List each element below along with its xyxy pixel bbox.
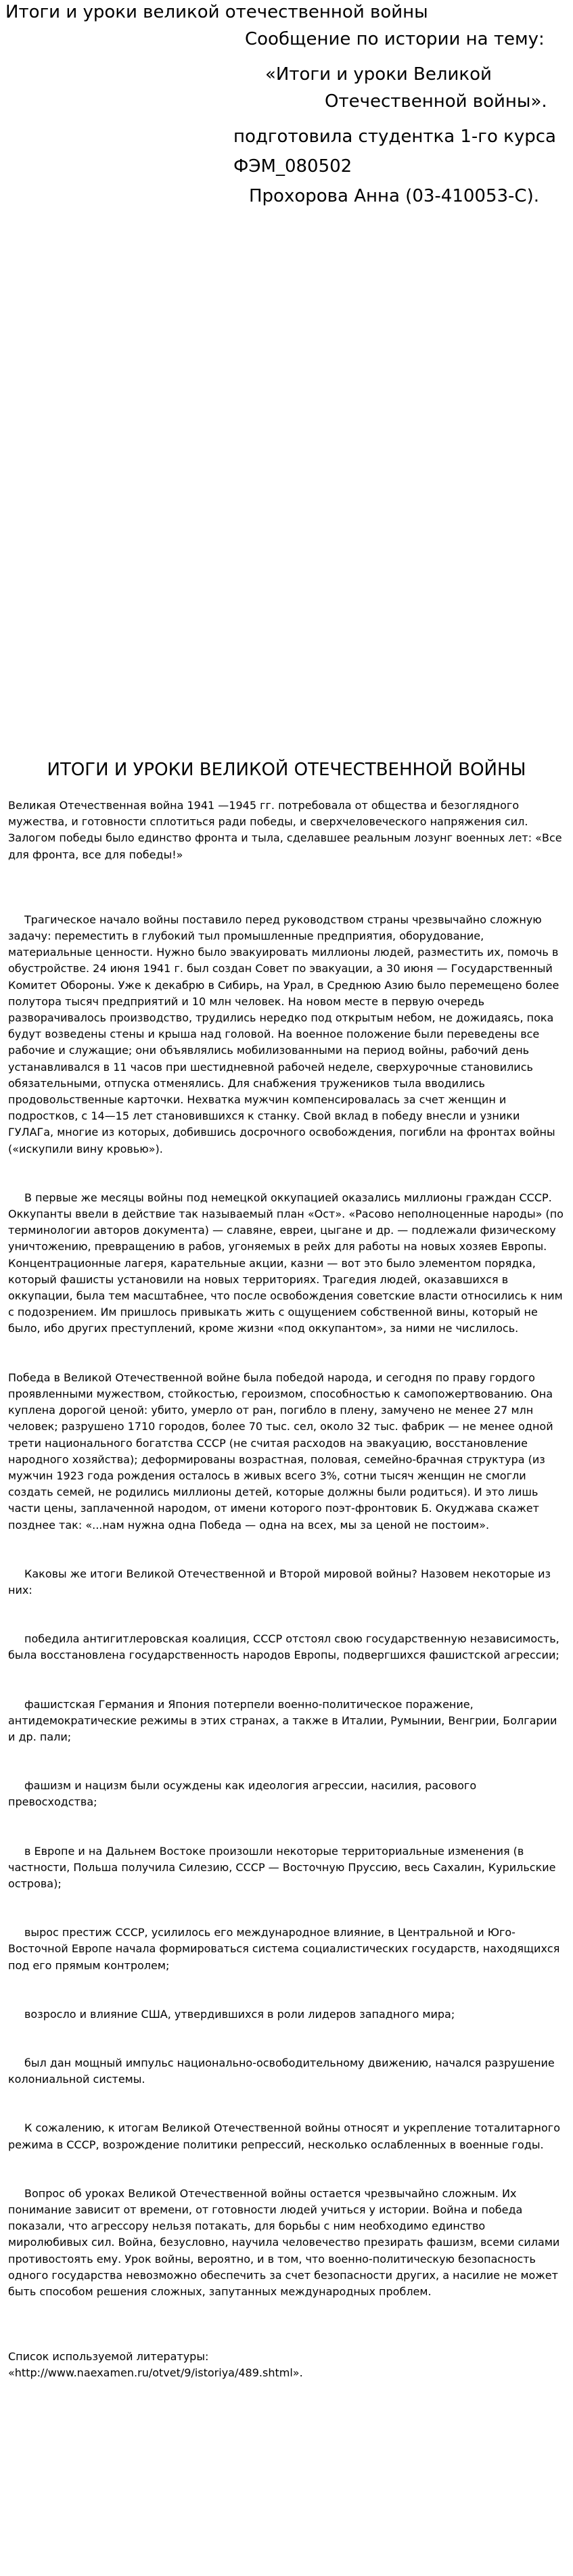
author-line: подготовила студентка 1-го курса [233,127,556,147]
result-item: вырос престиж СССР, усилилось его международное влияние, в Центральной и Юго-Восточной Европе начала формироваться система социалистических государств, находящихся под его прямым контролем; [8,1926,560,1972]
report-topic-line-1: «Итоги и уроки Великой [265,64,492,85]
faculty-code: ФЭМ_080502 [233,156,352,177]
paragraph-evacuation: Трагическое начало войны поставило перед руководством страны чрезвычайно сложную задачу: переместить в глубокий тыл промышленные предприятия, оборудование, материальные ценности. Нужно было эвакуировать миллионы людей, разместить их, помочь в обустройстве. 24 июня 1941 г. был создан Совет по эвакуации, а 30 июня — Государственный Комитет Обороны. Уже к декабрю в Сибирь, на Урал, в Среднюю Азию было перемещено более полутора тысяч предприятий и 10 млн человек. На новом месте в первую очередь разворачивалось производство, трудились нередко под открытым небом, не дожидаясь, пока будут возведены стены и крыша над головой. На военное положение были переведены все рабочие и служащие; они объявлялись мобилизованными на период войны, рабочий день устанавливался в 11 часов при шестидневной рабочей неделе, сверхурочные становились обязательными, отпуска отменялись. Для снабжения тружеников тыла вводились продовольственные карточки. Нехватка мужчин компенсировалась за счет женщин и подростков, с 14—15 лет становившихся к станку. Свой вклад в победу внесли и узники ГУЛАГа, многие из которых, добившись досрочного освобождения, погибли на фронтах войны («искупили вину кровью»). [8,913,559,1155]
section-heading: ИТОГИ И УРОКИ ВЕЛИКОЙ ОТЕЧЕСТВЕННОЙ ВОЙНЫ [47,760,526,780]
article-body [8,798,564,2382]
author-name: Прохорова Анна (03-410053-С). [249,186,539,206]
document-title: Итоги и уроки великой отечественной войны [5,2,428,22]
result-item: возросло и влияние США, утвердившихся в роли лидеров западного мира; [24,2007,455,2021]
paragraph-occupation: В первые же месяцы войны под немецкой оккупацией оказались миллионы граждан СССР. Оккупанты ввели в действие так называемый план «Ост». «Расово неполноценные народы» (по терминологии авторов документа) — славяне, евреи, цыгане и др. — подлежали физическому уничтожению, превращению в рабов, угоняемых в рейх для работы на новых хозяев Европы. Концентрационные лагеря, карательные акции, казни — вот это было элементом порядка, который фашисты установили на новых территориях. Трагедия людей, оказавшихся в оккупации, была тем масштабнее, что после освобождения советские власти относились к ним с подозрением. Им пришлось привыкать жить с ощущением собственной вины, который не было, ибо других преступлений, кроме жизни «под оккупантом», за ними не числилось. [8,1191,564,1335]
result-item: фашизм и нацизм были осуждены как идеология агрессии, насилия, расового превосходства; [8,1779,477,1809]
result-item: в Европе и на Дальнем Востоке произошли некоторые территориальные изменения (в частности, Польша получила Силезию, СССР — Восточную Пруссию, весь Сахалин, Курильские острова); [8,1844,556,1890]
paragraph-totalitarianism: К сожалению, к итогам Великой Отечественной войны относят и укрепление тоталитарного режима в СССР, возрождение политики репрессий, несколько ослабленных в военные годы. [8,2121,560,2151]
reference-link[interactable]: «http://www.naexamen.ru/otvet/9/istoriya/489.shtml». [8,2366,303,2380]
paragraph-victory-price: Победа в Великой Отечественной войне была победой народа, и сегодня по праву гордого проявленными мужеством, стойкостью, героизмом, способностью к самопожертвованию. Она куплена дорогой ценой: убито, умерло от ран, погибло в плену, замучено не менее 27 млн человек; разрушено 1710 городов, более 70 тыс. сел, около 32 тыс. фабрик — не менее одной трети национального богатства СССР (не считая расходов на эвакуацию, восстановление народного хозяйства); деформированы возрастная, половая, семейно-брачная структура (из мужчин 1923 года рождения осталось в живых всего 3%, сотни тысяч женщин не смогли создать семей, не родились миллионы детей, которые должны были родиться). И это лишь части цены, заплаченной народом, от имени которого поэт-фронтовик Б. Окуджава скажет позднее так: «...нам нужна одна Победа — одна на всех, мы за ценой не постоим». [8,1371,553,1532]
result-item: фашистская Германия и Япония потерпели военно-политическое поражение, антидемократические режимы в этих странах, а также в Италии, Румынии, Венгрии, Болгарии и др. пали; [8,1697,557,1743]
paragraph-intro: Великая Отечественная война 1941 —1945 гг. потребовала от общества и безоглядного мужества, и готовности сплотиться ради победы, и сверхчеловеческого напряжения сил. Залогом победы было единство фронта и тыла, сделавшее реальным лозунг военных лет: «Все для фронта, все для победы!» [8,799,562,861]
report-subject-line: Сообщение по истории на тему: [245,29,545,49]
references-label: Список используемой литературы: [8,2350,209,2364]
result-item: победила антигитлеровская коалиция, СССР отстоял свою государственную независимость, была восстановлена государственность народов Европы, подвергшихся фашистской агрессии; [8,1632,559,1662]
paragraph-results-intro: Каковы же итоги Великой Отечественной и Второй мировой войны? Назовем некоторые из них: [8,1567,551,1596]
report-topic-line-2: Отечественной войны». [325,91,547,112]
paragraph-lessons: Вопрос об уроках Великой Отечественной войны остается чрезвычайно сложным. Их понимание зависит от времени, от готовности людей учиться у истории. Война и победа показали, что агрессору нельзя потакать, для борьбы с ним необходимо единство миролюбивых сил. Война, безусловно, научила человечество презирать фашизм, всеми силами противостоять ему. Урок войны, вероятно, и в том, что военно-политическую безопасность одного государства невозможно обеспечить за счет безопасности других, а насилие не может быть способом решения сложных, запутанных международных проблем. [8,2186,560,2298]
result-item: был дан мощный импульс национально-освободительному движению, начался разрушение колониальной системы. [8,2056,555,2086]
